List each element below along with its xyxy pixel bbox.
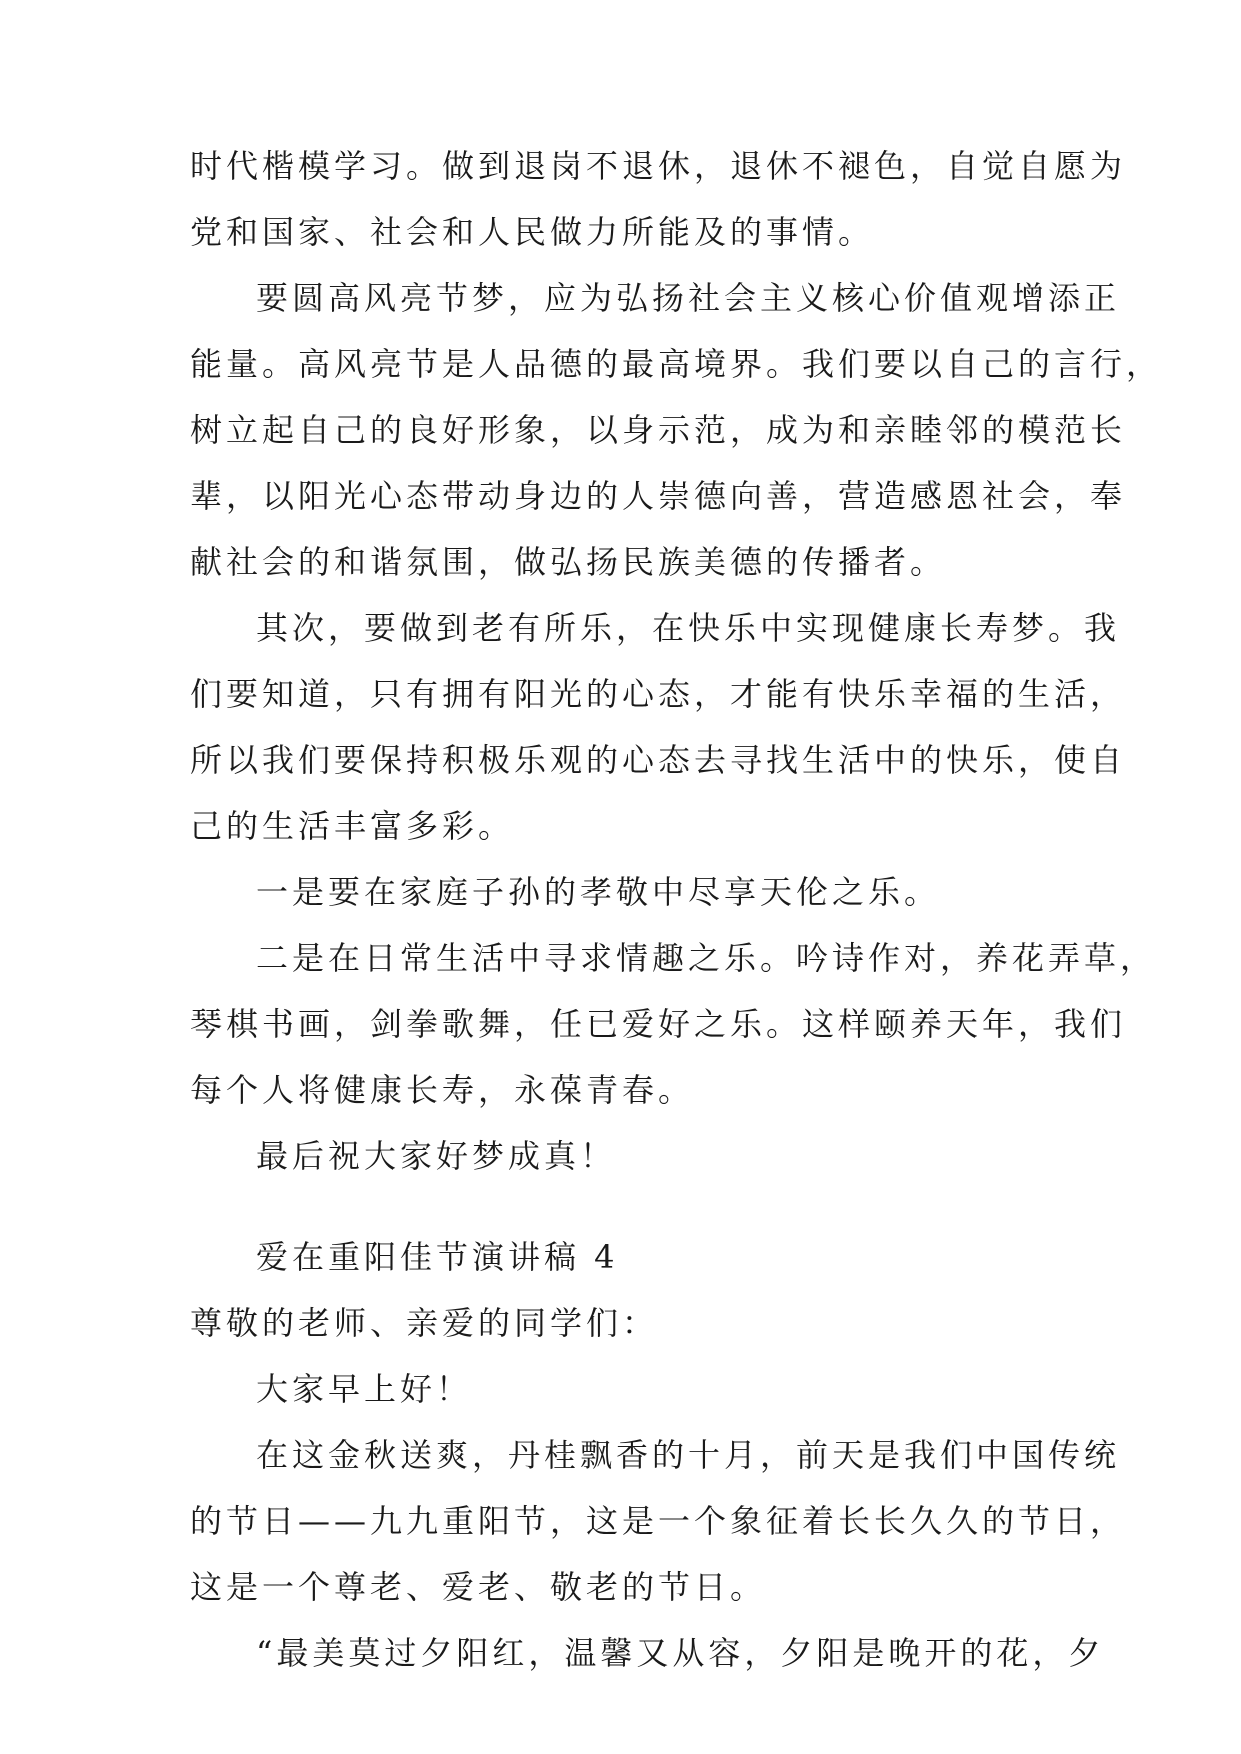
text-line: 琴棋书画，剑拳歌舞，任已爱好之乐。这样颐养天年，我们: [190, 1005, 1127, 1043]
body-section-a: [190, 133, 1163, 1189]
text-line: 能量。高风亮节是人品德的最高境界。我们要以自己的言行，: [190, 345, 1163, 383]
text-line: 的节日——九九重阳节，这是一个象征着长长久久的节日，: [190, 1502, 1127, 1540]
text-line: 这是一个尊老、爱老、敬老的节日。: [190, 1568, 767, 1606]
paragraph-start: “最美莫过夕阳红，温馨又从容，夕阳是晚开的花，夕: [256, 1634, 1105, 1672]
speech-title: 爱在重阳佳节演讲稿 4: [256, 1238, 619, 1276]
text-line: 己的生活丰富多彩。: [190, 807, 515, 845]
text-line: 辈，以阳光心态带动身边的人崇德向善，营造感恩社会，奉: [190, 477, 1127, 515]
salutation: 尊敬的老师、亲爱的同学们：: [190, 1304, 659, 1342]
body-section-b: [190, 1224, 1127, 1686]
text-line: 献社会的和谐氛围，做弘扬民族美德的传播者。: [190, 543, 947, 581]
paragraph-start: 一是要在家庭子孙的孝敬中尽享天伦之乐。: [256, 873, 941, 911]
paragraph-start: 在这金秋送爽，丹桂飘香的十月，前天是我们中国传统: [256, 1436, 1121, 1474]
text-line: 党和国家、社会和人民做力所能及的事情。: [190, 213, 875, 251]
paragraph-start: 要圆高风亮节梦，应为弘扬社会主义核心价值观增添正: [256, 279, 1121, 317]
text-line: 时代楷模学习。做到退岗不退休，退休不褪色，自觉自愿为: [190, 147, 1127, 185]
paragraph-start: 二是在日常生活中寻求情趣之乐。吟诗作对，养花弄草，: [256, 939, 1157, 977]
paragraph-start: 最后祝大家好梦成真！: [256, 1137, 617, 1175]
text-line: 树立起自己的良好形象，以身示范，成为和亲睦邻的模范长: [190, 411, 1127, 449]
text-line: 每个人将健康长寿，永葆青春。: [190, 1071, 695, 1109]
greeting: 大家早上好！: [256, 1370, 473, 1408]
paragraph-start: 其次，要做到老有所乐，在快乐中实现健康长寿梦。我: [256, 609, 1121, 647]
text-line: 们要知道，只有拥有阳光的心态，才能有快乐幸福的生活，: [190, 675, 1127, 713]
text-line: 所以我们要保持积极乐观的心态去寻找生活中的快乐，使自: [190, 741, 1127, 779]
